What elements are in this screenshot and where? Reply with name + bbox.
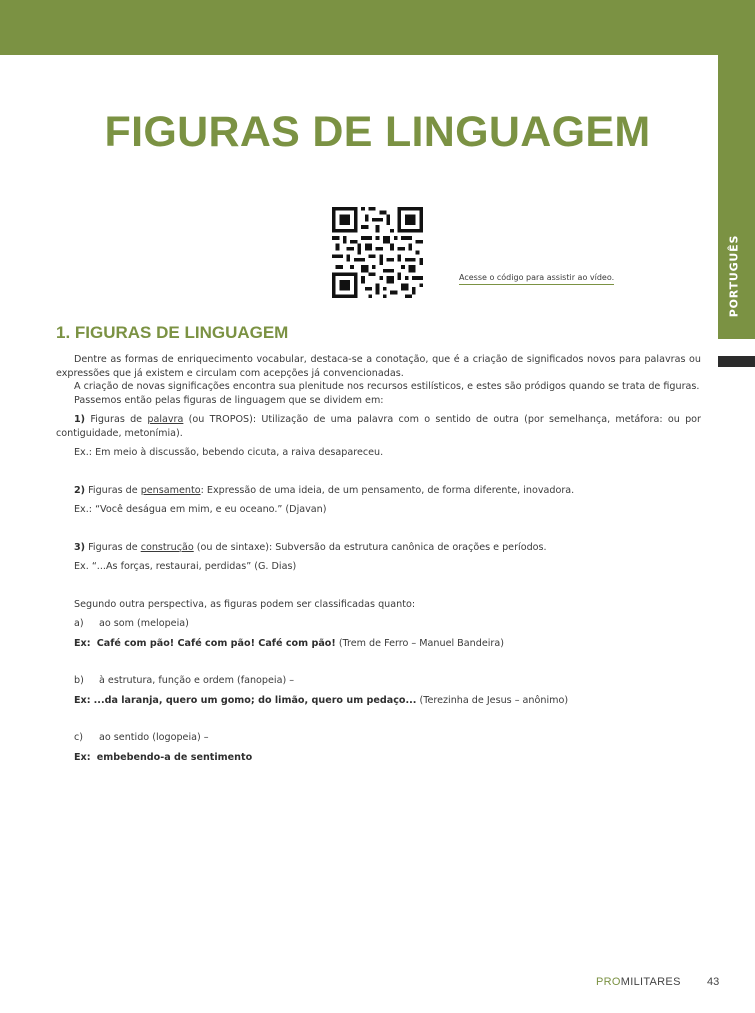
header-band (0, 0, 755, 55)
footer-brand-pro: PRO (596, 976, 621, 988)
example-source: (Terezinha de Jesus – anônimo) (416, 694, 569, 706)
section-body (56, 353, 701, 770)
figura-palavra-pre: Figuras de (85, 414, 148, 425)
figura-pensamento-example: Ex.: “Você deságua em mim, e eu oceano.” (Djavan) (74, 504, 327, 515)
figura-construcao (56, 541, 701, 555)
paragraph-conotacao: Dentre as formas de enriquecimento vocabular, destaca-se a conotação, que é a criação de significados novos para palavras ou expressões que já existem e circulam com acepções já convencionadas. (56, 354, 701, 379)
qr-code-icon[interactable] (332, 207, 423, 298)
figura-construcao-example: Ex. “...As forças, restaurai, perdidas” (G. Dias) (74, 561, 297, 572)
figura-palavra-example: Ex.: Em meio à discussão, bebendo cicuta, a raiva desapareceu. (74, 447, 384, 458)
page-title: FIGURAS DE LINGUAGEM (104, 108, 651, 156)
figura-palavra (56, 413, 701, 440)
figura-pensamento-desc: : Expressão de uma ideia, de um pensamento, de forma diferente, inovadora. (200, 484, 575, 496)
paragraph-perspectiva: Segundo outra perspectiva, as figuras podem ser classificadas quanto: (74, 598, 416, 610)
list-item-estrutura-text: à estrutura, função e ordem (fanopeia) – (99, 675, 295, 686)
list-item-sentido (56, 731, 701, 745)
figura-pensamento (56, 484, 701, 498)
subject-tab-label: PORTUGUÊS (727, 234, 741, 318)
figura-palavra-desc: (ou TROPOS): Utilização de uma palavra com o sentido de outra (por semelhança, metáfora: ou por contiguidade, metonímia). (56, 414, 701, 439)
section-heading: 1. FIGURAS DE LINGUAGEM (56, 323, 289, 342)
list-item-estrutura (56, 674, 701, 688)
list-item-sentido-letter: c) (74, 732, 84, 743)
footer-brand (596, 976, 681, 988)
paragraph-intro-figuras: Passemos então pelas figuras de linguagem que se dividem em: (74, 394, 384, 406)
list-item-som (56, 617, 701, 631)
figura-pensamento-number: 2) (74, 484, 86, 496)
list-item-som-letter: a) (74, 618, 84, 629)
figura-pensamento-term: pensamento (140, 484, 201, 496)
figura-construcao-pre: Figuras de (85, 541, 141, 553)
figura-construcao-desc: (ou de sintaxe): Subversão da estrutura canônica de orações e períodos. (193, 541, 547, 553)
example-label: Ex: (74, 751, 91, 763)
side-marker (718, 356, 755, 367)
list-item-estrutura-letter: b) (74, 675, 84, 686)
example-source: (Trem de Ferro – Manuel Bandeira) (335, 637, 504, 649)
example-label: Ex: (74, 694, 91, 706)
figura-palavra-term: palavra (147, 414, 184, 425)
example-bold-text: embebendo-a de sentimento (96, 751, 253, 763)
example-bold-text: ...da laranja, quero um gomo; do limão, quero um pedaço... (93, 694, 417, 706)
page-number: 43 (707, 976, 720, 988)
list-item-sentido-example (56, 751, 701, 765)
paragraph-significacoes: A criação de novas significações encontra sua plenitude nos recursos estilísticos, e estes são pródigos quando se trata de figuras. (74, 381, 700, 392)
list-item-sentido-text: ao sentido (logopeia) – (99, 732, 209, 743)
qr-caption-link[interactable]: Acesse o código para assistir ao vídeo. (459, 273, 614, 285)
figura-construcao-number: 3) (74, 541, 86, 553)
footer-brand-rest: MILITARES (620, 976, 681, 988)
figura-construcao-term: construção (140, 541, 194, 553)
list-item-som-example (56, 637, 701, 651)
figura-pensamento-pre: Figuras de (85, 484, 141, 496)
figura-palavra-number: 1) (74, 414, 86, 425)
list-item-som-text: ao som (melopeia) (99, 618, 189, 629)
list-item-estrutura-example (56, 694, 701, 708)
example-label: Ex: (74, 637, 91, 649)
example-bold-text: Café com pão! Café com pão! Café com pão! (96, 637, 336, 649)
